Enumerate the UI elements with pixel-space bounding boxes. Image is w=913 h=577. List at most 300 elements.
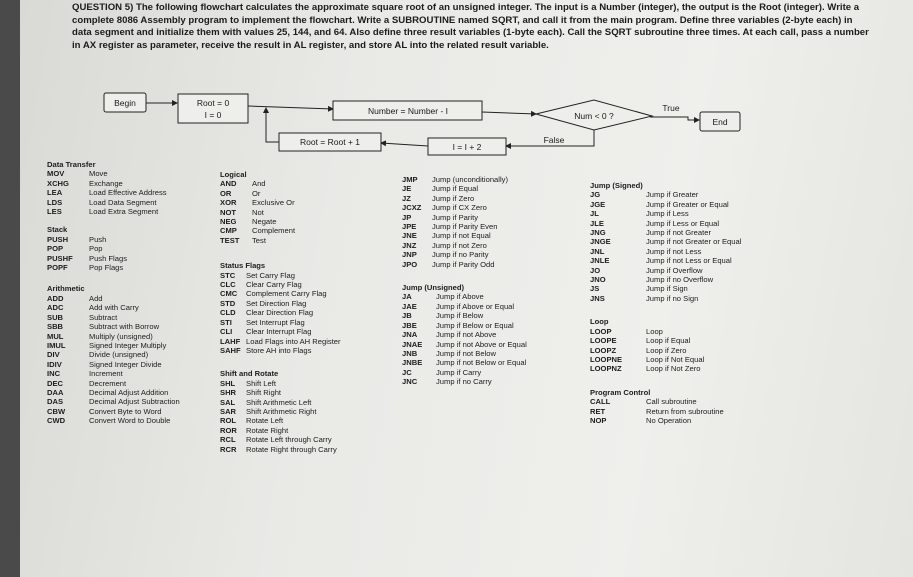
instruction-row: [590, 407, 741, 416]
instruction-row: [402, 175, 527, 184]
instruction-row: [590, 327, 741, 336]
instruction-description: Not: [252, 207, 264, 217]
instruction-mnemonic: LAHF: [220, 336, 241, 346]
instruction-row: [220, 289, 341, 298]
instruction-mnemonic: JNG: [590, 228, 606, 238]
instruction-mnemonic: JNL: [590, 246, 605, 256]
instruction-mnemonic: JNC: [402, 377, 418, 387]
instruction-mnemonic: IDIV: [47, 359, 62, 369]
instruction-description: Push Flags: [89, 253, 127, 263]
instruction-row: [220, 189, 341, 198]
instruction-description: Jump (unconditionally): [432, 175, 508, 184]
instruction-mnemonic: JC: [402, 367, 412, 377]
instruction-row: [47, 169, 180, 178]
instruction-description: Load Flags into AH Register: [246, 336, 341, 346]
instruction-description: Jump if Overflow: [646, 265, 703, 275]
instruction-row: [47, 303, 180, 312]
init-i-label: I = 0: [204, 110, 222, 120]
instruction-description: Rotate Right: [246, 425, 289, 435]
instruction-row: [220, 299, 341, 308]
instruction-row: [590, 237, 741, 246]
instruction-mnemonic: JCXZ: [402, 203, 422, 213]
instruction-mnemonic: JNBE: [402, 358, 423, 368]
instruction-row: [590, 284, 741, 293]
instruction-description: No Operation: [646, 415, 692, 425]
list-shift-rotate: [220, 379, 341, 454]
instruction-row: [220, 435, 341, 444]
instruction-description: Complement: [252, 226, 296, 236]
instruction-description: Jump if not Zero: [432, 240, 487, 250]
instruction-description: Loop if Zero: [646, 345, 687, 355]
instruction-mnemonic: JNS: [590, 293, 605, 303]
instruction-mnemonic: CLD: [220, 308, 236, 318]
instruction-description: Signed Integer Divide: [89, 359, 162, 369]
column-logical-flags-shift: [220, 170, 341, 454]
instruction-description: Clear Carry Flag: [246, 280, 302, 290]
instruction-description: Jump if Parity: [432, 212, 478, 222]
instruction-mnemonic: LOOPNE: [590, 354, 623, 364]
instruction-description: Exclusive Or: [252, 198, 295, 208]
instruction-row: [47, 416, 180, 425]
instruction-mnemonic: SAR: [220, 406, 237, 416]
instruction-row: [47, 198, 180, 207]
instruction-description: Move: [89, 169, 108, 179]
instruction-mnemonic: JG: [590, 190, 601, 200]
instruction-row: [220, 337, 341, 346]
arrow-decision-end: [650, 117, 699, 120]
instruction-mnemonic: DIV: [47, 350, 60, 360]
instruction-row: [220, 280, 341, 289]
instruction-row: [590, 209, 741, 218]
instruction-row: [47, 207, 180, 216]
instruction-mnemonic: CLI: [220, 327, 233, 337]
instruction-row: [220, 398, 341, 407]
instruction-description: Rotate Right through Carry: [246, 444, 337, 454]
instruction-mnemonic: PUSHF: [47, 253, 73, 263]
instruction-row: [220, 416, 341, 425]
instruction-description: Shift Left: [246, 378, 276, 388]
instruction-mnemonic: CMC: [220, 289, 238, 299]
instruction-description: Jump if not Less: [646, 246, 702, 256]
instruction-row: [220, 445, 341, 454]
instruction-row: [590, 219, 741, 228]
instruction-description: Increment: [89, 369, 123, 379]
instruction-mnemonic: LOOP: [590, 326, 612, 336]
instruction-description: Jump if Below: [436, 311, 484, 321]
instruction-description: Load Extra Segment: [89, 207, 159, 217]
instruction-description: Signed Integer Multiply: [89, 340, 167, 350]
instruction-mnemonic: CMP: [220, 226, 237, 236]
true-label: True: [662, 103, 680, 113]
instruction-row: [220, 318, 341, 327]
instruction-description: Clear Direction Flag: [246, 308, 314, 318]
instruction-row: [590, 294, 741, 303]
instruction-row: [220, 407, 341, 416]
instruction-row: [590, 336, 741, 345]
instruction-mnemonic: LES: [47, 207, 62, 217]
instruction-description: Pop: [89, 244, 103, 254]
instruction-description: Set Direction Flag: [246, 298, 307, 308]
arrow-init-sub: [248, 106, 333, 109]
instruction-mnemonic: JS: [590, 284, 600, 294]
instruction-mnemonic: ADD: [47, 293, 64, 303]
instruction-row: [590, 346, 741, 355]
instruction-row: [402, 377, 527, 386]
instruction-description: Jump if Less or Equal: [646, 218, 720, 228]
instruction-mnemonic: JZ: [402, 193, 411, 203]
instruction-mnemonic: LOOPE: [590, 336, 617, 346]
arrow-inc-root-loop: [266, 108, 279, 142]
instruction-row: [220, 179, 341, 188]
instruction-description: Jump if Sign: [646, 284, 688, 294]
instruction-mnemonic: DAS: [47, 397, 64, 407]
instruction-description: Jump if not Above: [436, 330, 497, 340]
instruction-row: [47, 379, 180, 388]
instruction-mnemonic: STD: [220, 298, 236, 308]
instruction-row: [402, 321, 527, 330]
instruction-mnemonic: ADC: [47, 303, 64, 313]
instruction-mnemonic: CWD: [47, 416, 66, 426]
instruction-mnemonic: JNE: [402, 231, 417, 241]
instruction-description: Return from subroutine: [646, 406, 724, 416]
instruction-row: [402, 358, 527, 367]
instruction-row: [590, 256, 741, 265]
instruction-mnemonic: JPE: [402, 222, 417, 232]
instruction-mnemonic: NOP: [590, 415, 607, 425]
section-title-program-control: Program Control: [590, 387, 651, 397]
list-program-control: [590, 397, 741, 425]
instruction-row: [47, 369, 180, 378]
instruction-description: Jump if Zero: [432, 193, 475, 203]
instruction-row: [402, 250, 527, 259]
inc-root-label: Root = Root + 1: [299, 137, 361, 147]
false-label: False: [543, 135, 565, 145]
instruction-description: Jump if Above or Equal: [436, 301, 515, 311]
instruction-row: [402, 231, 527, 240]
begin-label: Begin: [114, 98, 136, 108]
instruction-mnemonic: SAHF: [220, 345, 241, 355]
instruction-description: Divide (unsigned): [89, 350, 149, 360]
instruction-mnemonic: RET: [590, 406, 606, 416]
instruction-row: [402, 340, 527, 349]
instruction-description: Jump if Less: [646, 209, 689, 219]
instruction-row: [590, 228, 741, 237]
instruction-row: [47, 294, 180, 303]
instruction-mnemonic: ROR: [220, 425, 237, 435]
instruction-row: [402, 203, 527, 212]
instruction-mnemonic: JBE: [402, 320, 417, 330]
instruction-row: [590, 275, 741, 284]
instruction-mnemonic: OR: [220, 188, 232, 198]
instruction-row: [590, 266, 741, 275]
instruction-description: Shift Arithmetic Left: [246, 397, 312, 407]
instruction-mnemonic: LOOPNZ: [590, 364, 622, 374]
instruction-row: [220, 388, 341, 397]
instruction-row: [402, 184, 527, 193]
instruction-mnemonic: JNLE: [590, 256, 610, 266]
arrow-sub-decision: [482, 112, 536, 114]
instruction-description: Jump if Greater: [646, 190, 699, 200]
instruction-row: [47, 179, 180, 188]
instruction-description: Subtract: [89, 312, 118, 322]
instruction-mnemonic: TEST: [220, 235, 240, 245]
list-jumps: [402, 175, 527, 269]
instruction-mnemonic: SAL: [220, 397, 236, 407]
instruction-description: Jump if no Parity: [432, 250, 489, 260]
instruction-mnemonic: LEA: [47, 188, 63, 198]
instruction-description: Jump if no Overflow: [646, 275, 714, 285]
list-logical: [220, 179, 341, 245]
instruction-row: [220, 271, 341, 280]
section-title-data-transfer: Data Transfer: [47, 160, 96, 169]
decision-label: Num < 0 ?: [574, 111, 614, 121]
instruction-row: [220, 198, 341, 207]
arrow-inc-i-inc-root: [381, 143, 428, 146]
paper-sheet: [20, 0, 913, 577]
instruction-description: And: [252, 179, 266, 189]
instruction-mnemonic: JL: [590, 209, 599, 219]
column-data-stack-arith: [47, 160, 180, 426]
instruction-mnemonic: JNP: [402, 250, 417, 260]
instruction-mnemonic: STC: [220, 270, 236, 280]
instruction-row: [47, 397, 180, 406]
instruction-mnemonic: JNA: [402, 330, 418, 340]
instruction-mnemonic: NOT: [220, 207, 237, 217]
instruction-mnemonic: XOR: [220, 198, 237, 208]
instruction-row: [47, 388, 180, 397]
instruction-description: Jump if Above: [436, 292, 484, 302]
section-title-loop: Loop: [590, 317, 609, 327]
instruction-row: [402, 241, 527, 250]
section-title-jump-unsigned: Jump (Unsigned): [402, 283, 465, 293]
instruction-description: Decimal Adjust Subtraction: [89, 397, 180, 407]
instruction-row: [47, 322, 180, 331]
subtract-label: Number = Number - I: [367, 106, 449, 116]
instruction-row: [47, 263, 180, 272]
instruction-row: [220, 236, 341, 245]
instruction-description: Test: [252, 235, 266, 245]
section-title-shift-rotate: Shift and Rotate: [220, 369, 279, 379]
instruction-mnemonic: CBW: [47, 406, 66, 416]
instruction-row: [402, 213, 527, 222]
instruction-mnemonic: SUB: [47, 312, 64, 322]
instruction-description: Call subroutine: [646, 397, 697, 407]
instruction-mnemonic: JNZ: [402, 240, 417, 250]
instruction-mnemonic: MUL: [47, 331, 64, 341]
instruction-row: [47, 313, 180, 322]
instruction-mnemonic: JNO: [590, 275, 606, 285]
instruction-mnemonic: CALL: [590, 397, 611, 407]
instruction-row: [402, 368, 527, 377]
instruction-description: Jump if not Less or Equal: [646, 256, 732, 266]
instruction-row: [47, 235, 180, 244]
instruction-mnemonic: JNB: [402, 348, 418, 358]
instruction-description: Jump if Parity Odd: [432, 259, 495, 269]
instruction-row: [220, 217, 341, 226]
instruction-mnemonic: INC: [47, 369, 61, 379]
instruction-row: [47, 407, 180, 416]
instruction-row: [47, 360, 180, 369]
instruction-description: Loop if Not Zero: [646, 364, 701, 374]
instruction-row: [220, 346, 341, 355]
instruction-description: Jump if Below or Equal: [436, 320, 514, 330]
instruction-description: Jump if no Carry: [436, 377, 492, 387]
instruction-mnemonic: JO: [590, 265, 601, 275]
instruction-description: Loop if Equal: [646, 336, 691, 346]
instruction-row: [402, 292, 527, 301]
instruction-row: [47, 341, 180, 350]
instruction-mnemonic: MOV: [47, 169, 65, 179]
instruction-description: Load Effective Address: [89, 188, 167, 198]
instruction-description: Shift Right: [246, 388, 282, 398]
instruction-row: [402, 311, 527, 320]
instruction-mnemonic: PUSH: [47, 234, 69, 244]
instruction-mnemonic: LOOPZ: [590, 345, 617, 355]
instruction-description: Add: [89, 293, 103, 303]
instruction-description: Push: [89, 234, 107, 244]
instruction-mnemonic: JNAE: [402, 339, 423, 349]
end-label: End: [712, 117, 728, 127]
section-title-status-flags: Status Flags: [220, 261, 266, 271]
instruction-description: Rotate Left: [246, 416, 284, 426]
instruction-description: Exchange: [89, 178, 123, 188]
instruction-description: Jump if not Equal: [432, 231, 491, 241]
section-title-arithmetic: Arithmetic: [47, 284, 85, 294]
instruction-row: [220, 426, 341, 435]
instruction-mnemonic: RCL: [220, 435, 236, 445]
instruction-row: [590, 355, 741, 364]
instruction-mnemonic: JA: [402, 292, 412, 302]
instruction-description: Jump if Equal: [432, 184, 479, 194]
list-arithmetic: [47, 294, 180, 426]
instruction-mnemonic: SHL: [220, 378, 236, 388]
instruction-row: [402, 302, 527, 311]
instruction-description: Jump if no Sign: [646, 293, 699, 303]
instruction-row: [47, 332, 180, 341]
list-jump-signed: [590, 190, 741, 303]
instruction-row: [47, 350, 180, 359]
instruction-description: Decimal Adjust Addition: [89, 387, 169, 397]
instruction-description: Jump if Greater or Equal: [646, 199, 729, 209]
instruction-mnemonic: AND: [220, 179, 237, 189]
instruction-mnemonic: JGE: [590, 199, 606, 209]
instruction-mnemonic: IMUL: [47, 340, 66, 350]
instruction-description: Jump if CX Zero: [432, 203, 487, 213]
instruction-row: [590, 397, 741, 406]
instruction-description: Jump if not Below or Equal: [436, 358, 527, 368]
instruction-row: [220, 379, 341, 388]
instruction-description: Set Interrupt Flag: [246, 317, 305, 327]
instruction-description: Negate: [252, 217, 277, 227]
section-title-stack: Stack: [47, 225, 68, 235]
list-loop: [590, 327, 741, 374]
instruction-row: [402, 330, 527, 339]
instruction-description: Pop Flags: [89, 263, 124, 273]
instruction-mnemonic: JNGE: [590, 237, 611, 247]
instruction-row: [220, 208, 341, 217]
instruction-row: [402, 194, 527, 203]
init-root-label: Root = 0: [196, 98, 230, 108]
question-text: QUESTION 5) The following flowchart calculates the approximate square root of an unsigned integer. The input is a Number (integer), the output is the Root (integer). Write a complete 8086 Assembly program to implement the flowchart. Write a SUBROUTINE named SQRT, and call it from the main program. Define three variables (2-byte each) in data segment and initialize them with values 25, 144, and 64. Also define three result variables (1-byte each). Call the SQRT subroutine three times. At each call, pass a number in AX register as parameter, receive the result in AL register, and store AL into the related result variable.: [72, 2, 869, 51]
instruction-row: [402, 222, 527, 231]
section-title-logical: Logical: [220, 170, 247, 179]
instruction-mnemonic: JMP: [402, 175, 418, 184]
instruction-description: Convert Word to Double: [89, 416, 171, 426]
instruction-description: Complement Carry Flag: [246, 289, 327, 299]
instruction-row: [220, 226, 341, 235]
instruction-row: [590, 416, 741, 425]
instruction-description: Convert Byte to Word: [89, 406, 162, 416]
instruction-row: [402, 349, 527, 358]
inc-i-label: I = I + 2: [452, 142, 482, 152]
instruction-description: Clear Interrupt Flag: [246, 327, 312, 337]
instruction-description: Set Carry Flag: [246, 270, 295, 280]
list-jump-unsigned: [402, 292, 527, 386]
instruction-mnemonic: LDS: [47, 197, 63, 207]
instruction-description: Jump if Carry: [436, 367, 482, 377]
instruction-description: Shift Arithmetic Right: [246, 406, 317, 416]
instruction-row: [47, 254, 180, 263]
instruction-mnemonic: STI: [220, 317, 232, 327]
instruction-description: Loop: [646, 326, 663, 336]
instruction-description: Subtract with Borrow: [89, 322, 160, 332]
instruction-description: Store AH into Flags: [246, 345, 312, 355]
instruction-row: [590, 190, 741, 199]
instruction-description: Loop if Not Equal: [646, 354, 705, 364]
instruction-description: Jump if Parity Even: [432, 222, 498, 232]
instruction-description: Jump if not Greater: [646, 228, 711, 238]
instruction-description: Or: [252, 188, 261, 198]
instruction-mnemonic: POPF: [47, 263, 68, 273]
instruction-mnemonic: SHR: [220, 388, 237, 398]
instruction-mnemonic: JPO: [402, 259, 418, 269]
instruction-description: Jump if not Greater or Equal: [646, 237, 742, 247]
instruction-mnemonic: JP: [402, 212, 412, 222]
column-jumps: [402, 175, 527, 387]
instruction-mnemonic: ROL: [220, 416, 237, 426]
instruction-mnemonic: POP: [47, 244, 64, 254]
instruction-row: [47, 188, 180, 197]
instruction-mnemonic: XCHG: [47, 178, 69, 188]
instruction-row: [402, 260, 527, 269]
instruction-description: Decrement: [89, 378, 127, 388]
instruction-mnemonic: JAE: [402, 301, 417, 311]
list-stack: [47, 235, 180, 273]
column-signed-loop-control: [590, 181, 741, 425]
instruction-description: Jump if not Above or Equal: [436, 339, 527, 349]
instruction-mnemonic: DEC: [47, 378, 64, 388]
instruction-row: [590, 364, 741, 373]
instruction-description: Add with Carry: [89, 303, 139, 313]
instruction-mnemonic: JE: [402, 184, 412, 194]
section-title-jump-signed: Jump (Signed): [590, 181, 643, 190]
instruction-description: Jump if not Below: [436, 348, 496, 358]
instruction-description: Multiply (unsigned): [89, 331, 153, 341]
instruction-mnemonic: JLE: [590, 218, 604, 228]
instruction-mnemonic: RCR: [220, 444, 237, 454]
instruction-mnemonic: CLC: [220, 280, 236, 290]
instruction-row: [220, 308, 341, 317]
instruction-mnemonic: JB: [402, 311, 412, 321]
instruction-description: Load Data Segment: [89, 197, 157, 207]
instruction-row: [590, 247, 741, 256]
instruction-mnemonic: NEG: [220, 217, 237, 227]
instruction-mnemonic: DAA: [47, 387, 64, 397]
list-status-flags: [220, 271, 341, 356]
instruction-row: [47, 244, 180, 253]
instruction-mnemonic: SBB: [47, 322, 64, 332]
list-data-transfer: [47, 169, 180, 216]
